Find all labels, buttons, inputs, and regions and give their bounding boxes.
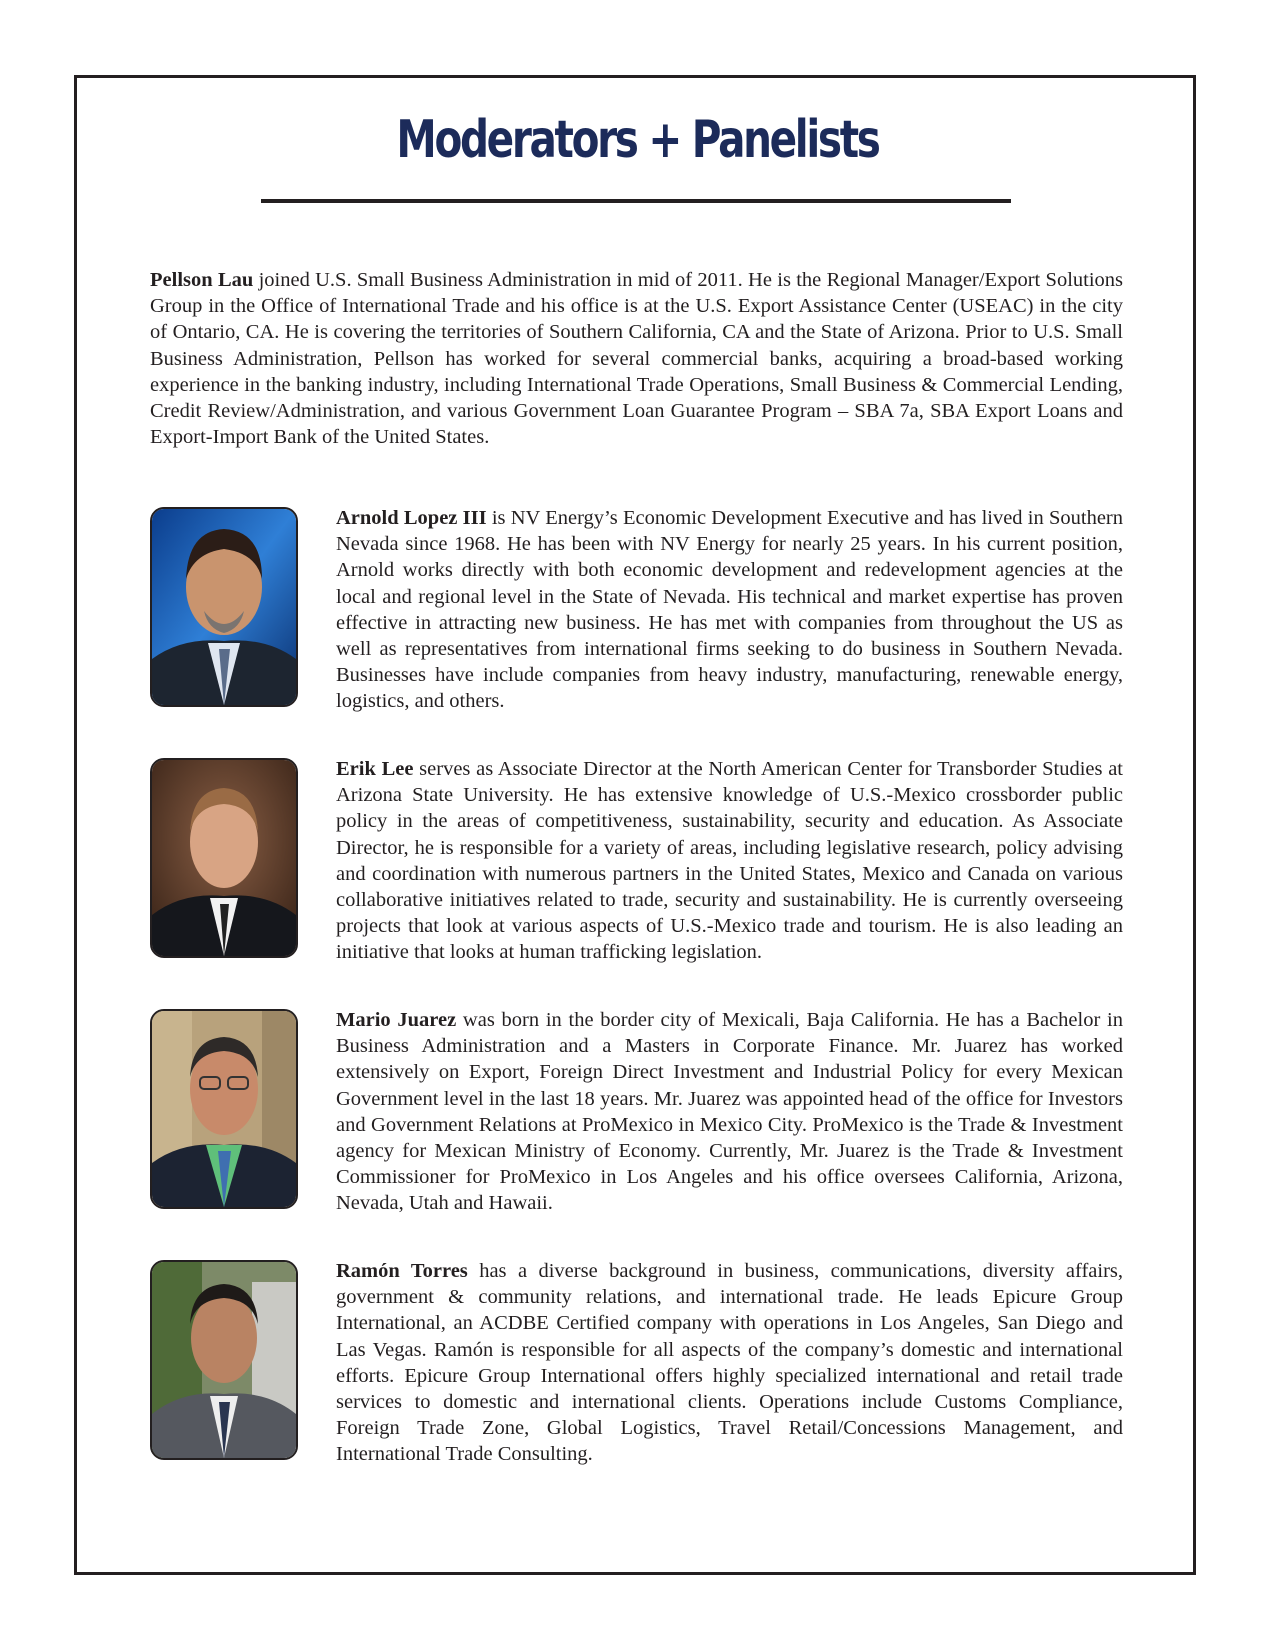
panelist-photo-mario-juarez bbox=[150, 1009, 298, 1209]
panelist-bio-text: is NV Energy’s Economic Development Executive and has lived in Southern Nevada since 1968. He has been with NV Energy for nearly 25 years. In his current position, Arnold works directly with both economic development and redevelopment agencies at the local and regional level in the State of Nevada. His technical and market expertise has proven effective in attracting new business. He has met with companies from throughout the US as well as representatives from international firms seeking to do business in Southern Nevada. Businesses have include companies from heavy industry, manufacturing, renewable energy, logistics, and others. bbox=[336, 507, 1124, 713]
panelist-name: Mario Juarez bbox=[336, 1009, 457, 1031]
panelist-bio-text: serves as Associate Director at the North American Center for Transborder Studies at Arizona State University. He has extensive knowledge of U.S.-Mexico crossborder public policy in the areas of competitiveness, sustainability, security and education. As Associate Director, he is responsible for a variety of areas, including legislative research, policy advising and coordination with numerous partners in the United States, Mexico and Canada on various collaborative initiatives related to trade, security and sustainability. He is currently overseeing projects that look at various aspects of U.S.-Mexico trade and tourism. He is also leading an initiative that looks at human trafficking legislation. bbox=[336, 758, 1123, 964]
panelist-name: Erik Lee bbox=[336, 758, 414, 780]
page-title: Moderators + Panelists bbox=[396, 110, 879, 170]
panelist-bio-text: was born in the border city of Mexicali, Baja California. He has a Bachelor in Business Administration and a Masters in Corporate Finance. Mr. Juarez has worked extensively on Export, Foreign Direct Investment and Industrial Policy for every Mexican Government level in the last 18 years. Mr. Juarez was appointed head of the office for Investors and Government Relations at ProMexico in Mexico City. ProMexico is the Trade & Investment agency for Mexican Ministry of Economy. Currently, Mr. Juarez is the Trade & Investment Commissioner for ProMexico in Los Angeles and his office oversees California, Arizona, Nevada, Utah and Hawaii. bbox=[336, 1009, 1123, 1215]
panelist-bio bbox=[336, 505, 1123, 715]
panelist-name: Arnold Lopez III bbox=[336, 507, 487, 529]
panelist-photo-erik-lee bbox=[150, 758, 298, 958]
panelist-bio bbox=[336, 1007, 1123, 1217]
moderator-name: Pellson Lau bbox=[150, 269, 254, 291]
panelist-bio bbox=[336, 1258, 1123, 1468]
moderator-bio bbox=[150, 267, 1123, 450]
moderator-bio-text: joined U.S. Small Business Administration in mid of 2011. He is the Regional Manager/Export Solutions Group in the Office of International Trade and his office is at the U.S. Export Assistance Center (USEAC) in the city of Ontario, CA. He is covering the territories of Southern California, CA and the State of Arizona. Prior to U.S. Small Business Administration, Pellson has worked for several commercial banks, acquiring a broad-based working experience in the banking industry, including International Trade Operations, Small Business & Commercial Lending, Credit Review/Administration, and various Government Loan Guarantee Program – SBA 7a, SBA Export Loans and Export-Import Bank of the United States. bbox=[150, 269, 1124, 449]
panelist-bio-text: has a diverse background in business, communications, diversity affairs, government & community relations, and international trade. He leads Epicure Group International, an ACDBE Certified company with operations in Los Angeles, San Diego and Las Vegas. Ramón is responsible for all aspects of the company’s domestic and international efforts. Epicure Group International offers highly specialized international and retail trade services to domestic and international clients. Operations include Customs Compliance, Foreign Trade Zone, Global Logistics, Travel Retail/Concessions Management, and International Trade Consulting. bbox=[336, 1260, 1123, 1466]
panelist-name: Ramón Torres bbox=[336, 1260, 468, 1282]
panelist-bio bbox=[336, 756, 1123, 966]
panelist-photo-ramon-torres bbox=[150, 1260, 298, 1460]
title-divider bbox=[261, 199, 1011, 203]
panelist-photo-arnold-lopez bbox=[150, 507, 298, 707]
